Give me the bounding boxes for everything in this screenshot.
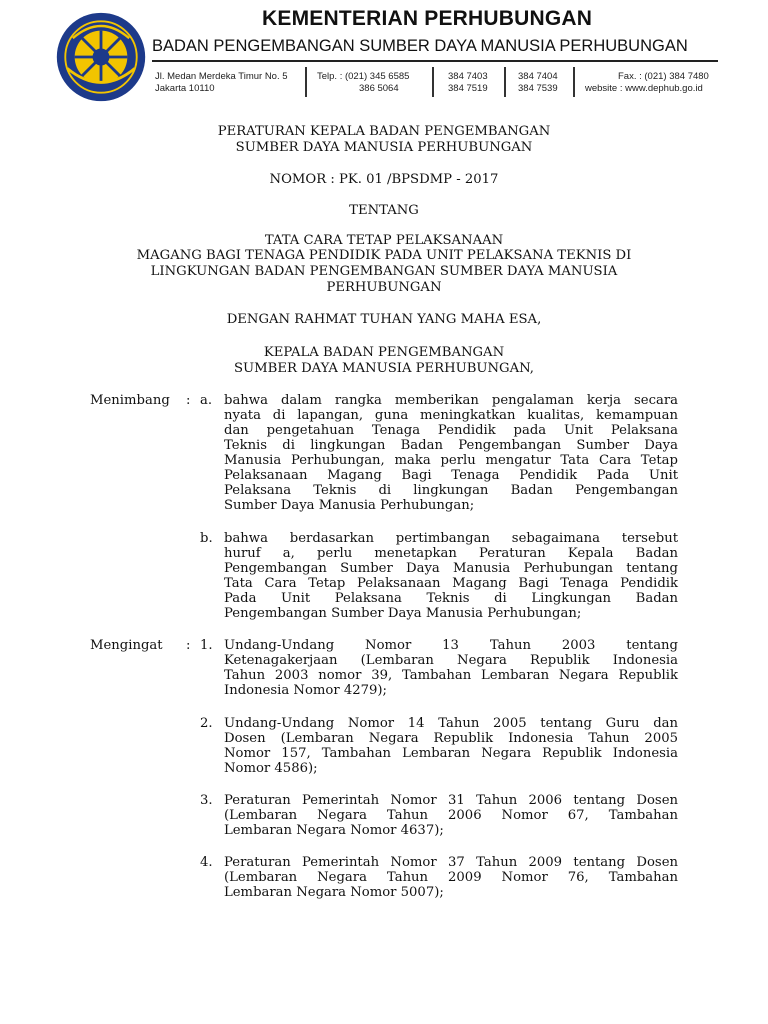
menimbang-label: Menimbang : <box>90 393 191 408</box>
text-line: Undang-Undang Nomor 13 Tahun 2003 tentang <box>224 638 678 653</box>
item-marker: 3. <box>200 793 213 808</box>
contact-divider <box>432 67 434 97</box>
phone-4: 384 7519 <box>448 83 488 94</box>
text-line: Pada Unit Pelaksana Teknis di Lingkungan Badan <box>224 591 678 606</box>
mengingat-item-1 <box>224 638 678 698</box>
text-line: nyata di lapangan, guna meningkatkan kualitas, kemampuan <box>224 408 678 423</box>
phone-1: Telp. : (021) 345 6585 <box>317 71 410 82</box>
item-marker: a. <box>200 393 213 408</box>
text-line: Indonesia Nomor 4279); <box>224 683 387 698</box>
text-line: dan pengetahuan Tenaga Pendidik pada Unit Pelaksana <box>224 423 678 438</box>
phone-3: 384 7403 <box>448 71 488 82</box>
text-line: bahwa berdasarkan pertimbangan sebagaimana tersebut <box>224 531 678 546</box>
text-line: Tata Cara Tetap Pelaksanaan Magang Bagi Tenaga Pendidik <box>224 576 678 591</box>
tentang-heading: TENTANG <box>349 203 419 218</box>
official-line-1: KEPALA BADAN PENGEMBANGAN <box>263 345 505 360</box>
mengingat-item-4 <box>224 855 678 900</box>
text-line: bahwa dalam rangka memberikan pengalaman kerja secara <box>224 393 678 408</box>
item-marker: 4. <box>200 855 213 870</box>
letterhead-rule <box>152 60 718 62</box>
subject-line-3: LINGKUNGAN BADAN PENGEMBANGAN SUMBER DAYA MANUSIA <box>150 264 618 279</box>
fax-number: Fax. : (021) 384 7480 <box>618 71 709 82</box>
text-line: Pelaksana Teknis di lingkungan Badan Pengembangan <box>224 483 678 498</box>
subject-line-2: MAGANG BAGI TENAGA PENDIDIK PADA UNIT PELAKSANA TEKNIS DI <box>136 248 632 263</box>
item-marker: 1. <box>200 638 213 653</box>
text-line: Peraturan Pemerintah Nomor 31 Tahun 2006 tentang Dosen <box>224 793 678 808</box>
text-line: Sumber Daya Manusia Perhubungan; <box>224 498 475 513</box>
text-line: huruf a, perlu menetapkan Peraturan Kepala Badan <box>224 546 678 561</box>
text-line: Peraturan Pemerintah Nomor 37 Tahun 2009 tentang Dosen <box>224 855 678 870</box>
address-line-1: Jl. Medan Merdeka Timur No. 5 <box>155 71 288 82</box>
text-line: Pengembangan Sumber Daya Manusia Perhubungan tentang <box>224 561 678 576</box>
text-line: Manusia Perhubungan, maka perlu mengatur Tata Cara Tetap <box>224 453 678 468</box>
text-line: Lembaran Negara Nomor 4637); <box>224 823 444 838</box>
phone-2: 386 5064 <box>359 83 399 94</box>
subject-line-1: TATA CARA TETAP PELAKSANAAN <box>264 233 504 248</box>
menimbang-item-b <box>224 531 678 621</box>
text-line: Nomor 157, Tambahan Lembaran Negara Republik Indonesia <box>224 746 678 761</box>
ministry-logo <box>54 10 148 104</box>
item-marker: b. <box>200 531 213 546</box>
official-line-2: SUMBER DAYA MANUSIA PERHUBUNGAN, <box>233 361 535 376</box>
letterhead <box>0 0 768 112</box>
contact-divider <box>504 67 506 97</box>
text-line: Nomor 4586); <box>224 761 318 776</box>
text-line: Ketenagakerjaan (Lembaran Negara Republik Indonesia <box>224 653 678 668</box>
mengingat-item-2 <box>224 716 678 776</box>
contact-divider <box>573 67 575 97</box>
text-line: Teknis di lingkungan Badan Pengembangan Sumber Daya <box>224 438 678 453</box>
text-line: Pelaksanaan Magang Bagi Tenaga Pendidik Pada Unit <box>224 468 678 483</box>
text-line: (Lembaran Negara Tahun 2006 Nomor 67, Tambahan <box>224 808 678 823</box>
subject-line-4: PERHUBUNGAN <box>326 280 442 295</box>
item-marker: 2. <box>200 716 213 731</box>
mengingat-item-3 <box>224 793 678 838</box>
address-line-2: Jakarta 10110 <box>155 83 215 94</box>
mengingat-label: Mengingat : <box>90 638 191 653</box>
text-line: Lembaran Negara Nomor 5007); <box>224 885 444 900</box>
text-line: Undang-Undang Nomor 14 Tahun 2005 tentang Guru dan <box>224 716 678 731</box>
regulation-number: NOMOR : PK. 01 /BPSDMP - 2017 <box>269 172 499 187</box>
ministry-name: KEMENTERIAN PERHUBUNGAN <box>262 7 593 30</box>
regulation-title-line-1: PERATURAN KEPALA BADAN PENGEMBANGAN <box>217 124 551 139</box>
regulation-title-line-2: SUMBER DAYA MANUSIA PERHUBUNGAN <box>235 140 533 155</box>
text-line: Tahun 2003 nomor 39, Tambahan Lembaran Negara Republik <box>224 668 678 683</box>
text-line: Pengembangan Sumber Daya Manusia Perhubungan; <box>224 606 582 621</box>
contact-divider <box>305 67 307 97</box>
menimbang-item-a <box>224 393 678 513</box>
text-line: (Lembaran Negara Tahun 2009 Nomor 76, Tambahan <box>224 870 678 885</box>
agency-name: BADAN PENGEMBANGAN SUMBER DAYA MANUSIA PERHUBUNGAN <box>152 37 688 55</box>
blessing-line: DENGAN RAHMAT TUHAN YANG MAHA ESA, <box>226 312 542 327</box>
website: website : www.dephub.go.id <box>585 83 703 94</box>
text-line: Dosen (Lembaran Negara Republik Indonesia Tahun 2005 <box>224 731 678 746</box>
phone-5: 384 7404 <box>518 71 558 82</box>
phone-6: 384 7539 <box>518 83 558 94</box>
